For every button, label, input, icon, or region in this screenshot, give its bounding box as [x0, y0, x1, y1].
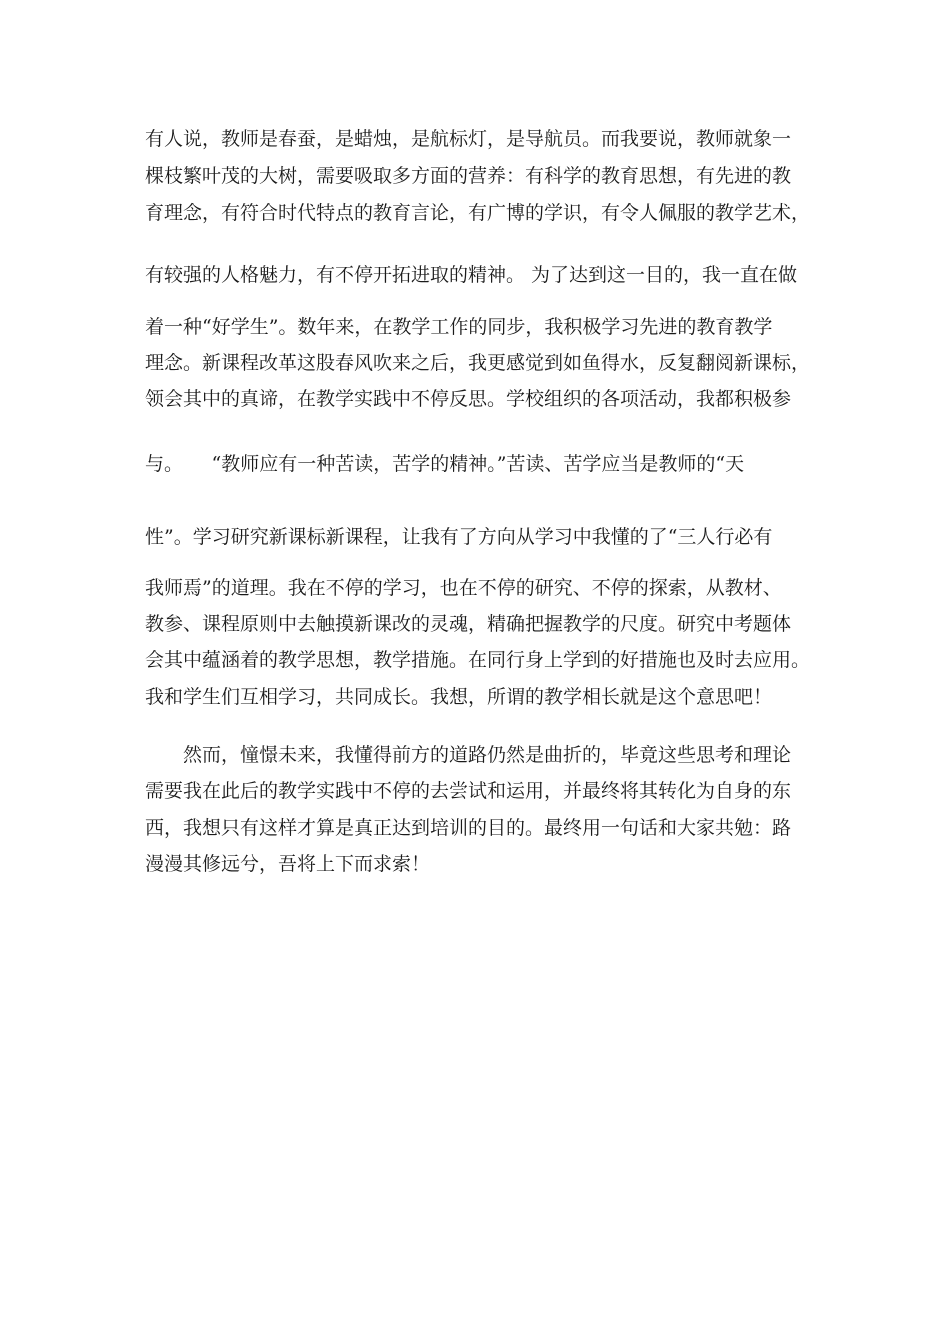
text-line: 棵枝繁叶茂的大树，需要吸取多方面的营养：有科学的教育思想，有先进的教 [145, 165, 792, 187]
text-line: 理念。新课程改革这股春风吹来之后，我更感觉到如鱼得水，反复翻阅新课标， [145, 352, 811, 374]
text-line: 我师焉”的道理。我在不停的学习，也在不停的研究、不停的探索，从教材、 [145, 577, 782, 599]
text-line: 性”。学习研究新课标新课程，让我有了方向从学习中我懂的了“三人行必有 [145, 526, 773, 548]
text-line: 领会其中的真谛，在教学实践中不停反思。学校组织的各项活动，我都积极参 [145, 388, 792, 410]
text-line: 育理念，有符合时代特点的教育言论，有广博的学识，有令人佩服的教学艺术， [145, 202, 811, 224]
text-line: 会其中蕴涵着的教学思想，教学措施。在同行身上学到的好措施也及时去应用。 [145, 649, 811, 671]
text-line: 有人说，教师是春蚕，是蜡烛，是航标灯，是导航员。而我要说，教师就象一 [145, 128, 792, 150]
text-line: 教参、课程原则中去触摸新课改的灵魂，精确把握教学的尺度。研究中考题体 [145, 613, 792, 635]
text-line: 着一种“好学生”。数年来，在教学工作的同步，我积极学习先进的教育教学 [145, 316, 773, 338]
text-line: 需要我在此后的教学实践中不停的去尝试和运用，并最终将其转化为自身的东 [145, 780, 792, 802]
text-line: 西，我想只有这样才算是真正达到培训的目的。最终用一句话和大家共勉：路 [145, 817, 792, 839]
text-line: 漫漫其修远兮，吾将上下而求索！ [145, 853, 431, 875]
text-line: 与。 “教师应有一种苦读，苦学的精神。”苦读、苦学应当是教师的“天 [145, 453, 745, 475]
text-line: 然而，憧憬未来，我懂得前方的道路仍然是曲折的，毕竟这些思考和理论 [145, 744, 792, 766]
text-line: 有较强的人格魅力，有不停开拓进取的精神。 为了达到这一目的，我一直在做 [145, 264, 798, 286]
text-line: 我和学生们互相学习，共同成长。我想，所谓的教学相长就是这个意思吧！ [145, 686, 773, 708]
